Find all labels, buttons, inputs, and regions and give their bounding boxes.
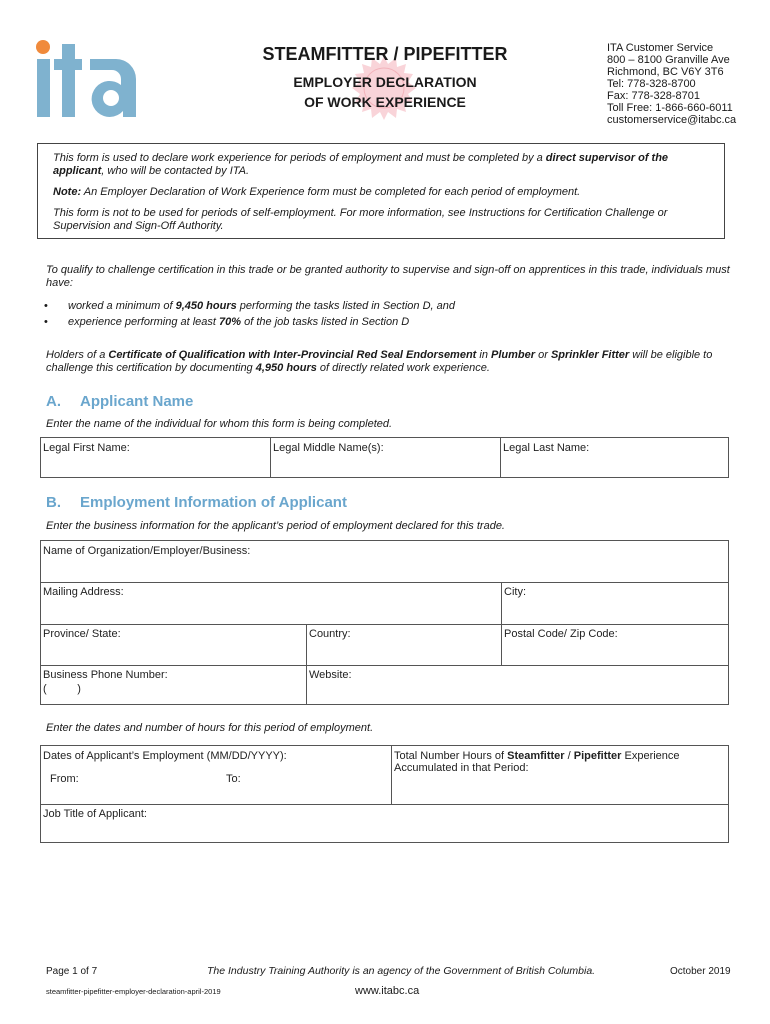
contact-block	[607, 42, 736, 126]
city-field[interactable]: City:	[504, 586, 526, 598]
form-filename: steamfitter-pipefitter-employer-declaration-april-2019	[46, 987, 221, 996]
applicant-name-table	[40, 437, 729, 478]
requirements-lead: To qualify to challenge certification in this trade or be granted authority to supervise and sign-off on apprentices in this trade, individuals must have:	[46, 264, 730, 289]
job-title-field[interactable]: Job Title of Applicant:	[43, 808, 147, 820]
intro-note: Note: An Employer Declaration of Work Experience form must be completed for each period of employment.	[53, 186, 581, 198]
legal-middle-name-field[interactable]: Legal Middle Name(s):	[273, 442, 384, 454]
employment-dates-label: Dates of Applicant’s Employment (MM/DD/YYYY):	[43, 750, 287, 762]
legal-last-name-field[interactable]: Legal Last Name:	[503, 442, 590, 454]
section-b-heading: B. Employment Information of Applicant	[46, 494, 347, 511]
contact-email[interactable]: customerservice@itabc.ca	[607, 114, 737, 126]
employment-dates-table	[40, 745, 729, 843]
website-field[interactable]: Website:	[309, 669, 352, 681]
agency-statement: The Industry Training Authority is an agency of the Government of British Columbia.	[207, 965, 596, 977]
contact-name: ITA Customer Service	[607, 42, 714, 54]
dates-instruction: Enter the dates and number of hours for this period of employment.	[46, 722, 374, 734]
intro-paragraph-3: This form is not to be used for periods of self-employment. For more information, see Instructions for Certification Challenge or Supervision and Sign-Off Authority.	[53, 207, 668, 232]
logo-text: ita	[34, 38, 36, 39]
contact-tollfree: Toll Free: 1-866-660-6011	[607, 102, 733, 114]
ita-website-link[interactable]: www.itabc.ca	[355, 985, 420, 997]
intro-box	[37, 143, 725, 239]
section-b-instruction: Enter the business information for the applicant’s period of employment declared for this trade.	[46, 520, 505, 532]
form-date: October 2019	[670, 966, 731, 977]
mailing-address-field[interactable]: Mailing Address:	[43, 586, 124, 598]
form-title: STEAMFITTER / PIPEFITTER	[262, 44, 508, 64]
postal-code-field[interactable]: Postal Code/ Zip Code:	[504, 628, 618, 640]
form-subtitle-2: OF WORK EXPERIENCE	[304, 94, 466, 110]
organization-name-field[interactable]: Name of Organization/Employer/Business:	[43, 545, 251, 557]
section-a-heading: A. Applicant Name	[46, 393, 194, 410]
province-field[interactable]: Province/ State:	[43, 628, 121, 640]
intro-paragraph-1: This form is used to declare work experience for periods of employment and must be completed by a direct supervisor of the applicant, who will be contacted by ITA.	[53, 152, 669, 177]
contact-address-1: 800 – 8100 Granville Ave	[607, 54, 730, 66]
contact-address-2: Richmond, BC V6Y 3T6	[607, 66, 724, 78]
date-to-field[interactable]: To:	[226, 773, 241, 785]
total-hours-field[interactable]: Total Number Hours of Steamfitter / Pipefitter Experience Accumulated in that Period:	[394, 750, 680, 774]
page-number: Page 1 of 7	[46, 966, 98, 977]
legal-first-name-field[interactable]: Legal First Name:	[43, 442, 130, 454]
red-seal-holders-note: Holders of a Certificate of Qualification with Inter-Provincial Red Seal Endorsement in Plumber or Sprinkler Fitter will be eligible to challenge this certification by documenting 4,950 hours of directly related work experience.	[46, 349, 713, 374]
country-field[interactable]: Country:	[309, 628, 351, 640]
business-phone-field[interactable]: Business Phone Number:	[43, 669, 168, 681]
contact-tel: Tel: 778-328-8700	[607, 78, 696, 90]
form-subtitle-1: EMPLOYER DECLARATION	[293, 74, 477, 90]
employment-info-table	[40, 540, 729, 705]
contact-fax: Fax: 778-328-8701	[607, 90, 700, 102]
date-from-field[interactable]: From:	[50, 773, 79, 785]
section-a-instruction: Enter the name of the individual for whom this form is being completed.	[46, 418, 393, 430]
ita-logo	[34, 38, 142, 122]
phone-area-code: ( )	[43, 683, 81, 695]
